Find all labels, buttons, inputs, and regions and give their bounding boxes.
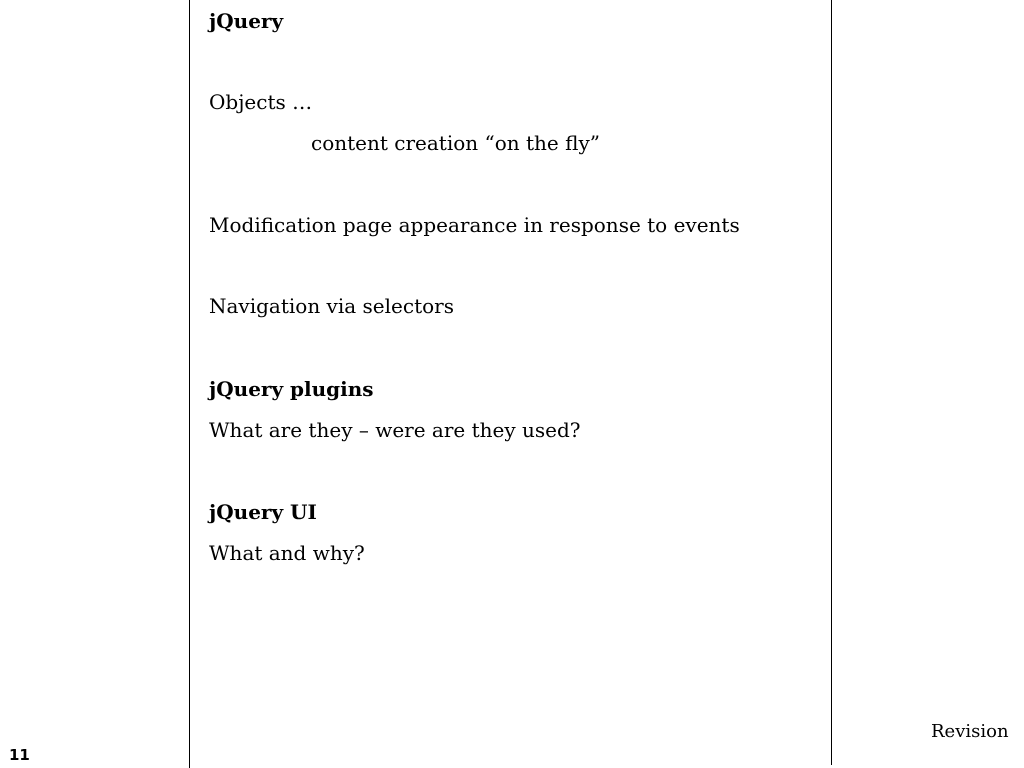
right-margin-rule [831,0,832,765]
navigation-text: Navigation via selectors [209,294,454,318]
ui-question: What and why? [209,541,365,565]
left-margin-rule [189,0,190,768]
page-number: 11 [9,746,30,764]
heading-plugins: jQuery plugins [209,377,374,401]
objects-detail: content creation “on the fly” [311,131,600,155]
modification-text: Modification page appearance in response to events [209,213,740,237]
plugins-question: What are they – were are they used? [209,418,581,442]
objects-label: Objects … [209,90,313,114]
footer-label: Revision [931,721,1009,742]
heading-jquery-ui: jQuery UI [209,500,317,524]
heading-jquery: jQuery [209,9,284,33]
